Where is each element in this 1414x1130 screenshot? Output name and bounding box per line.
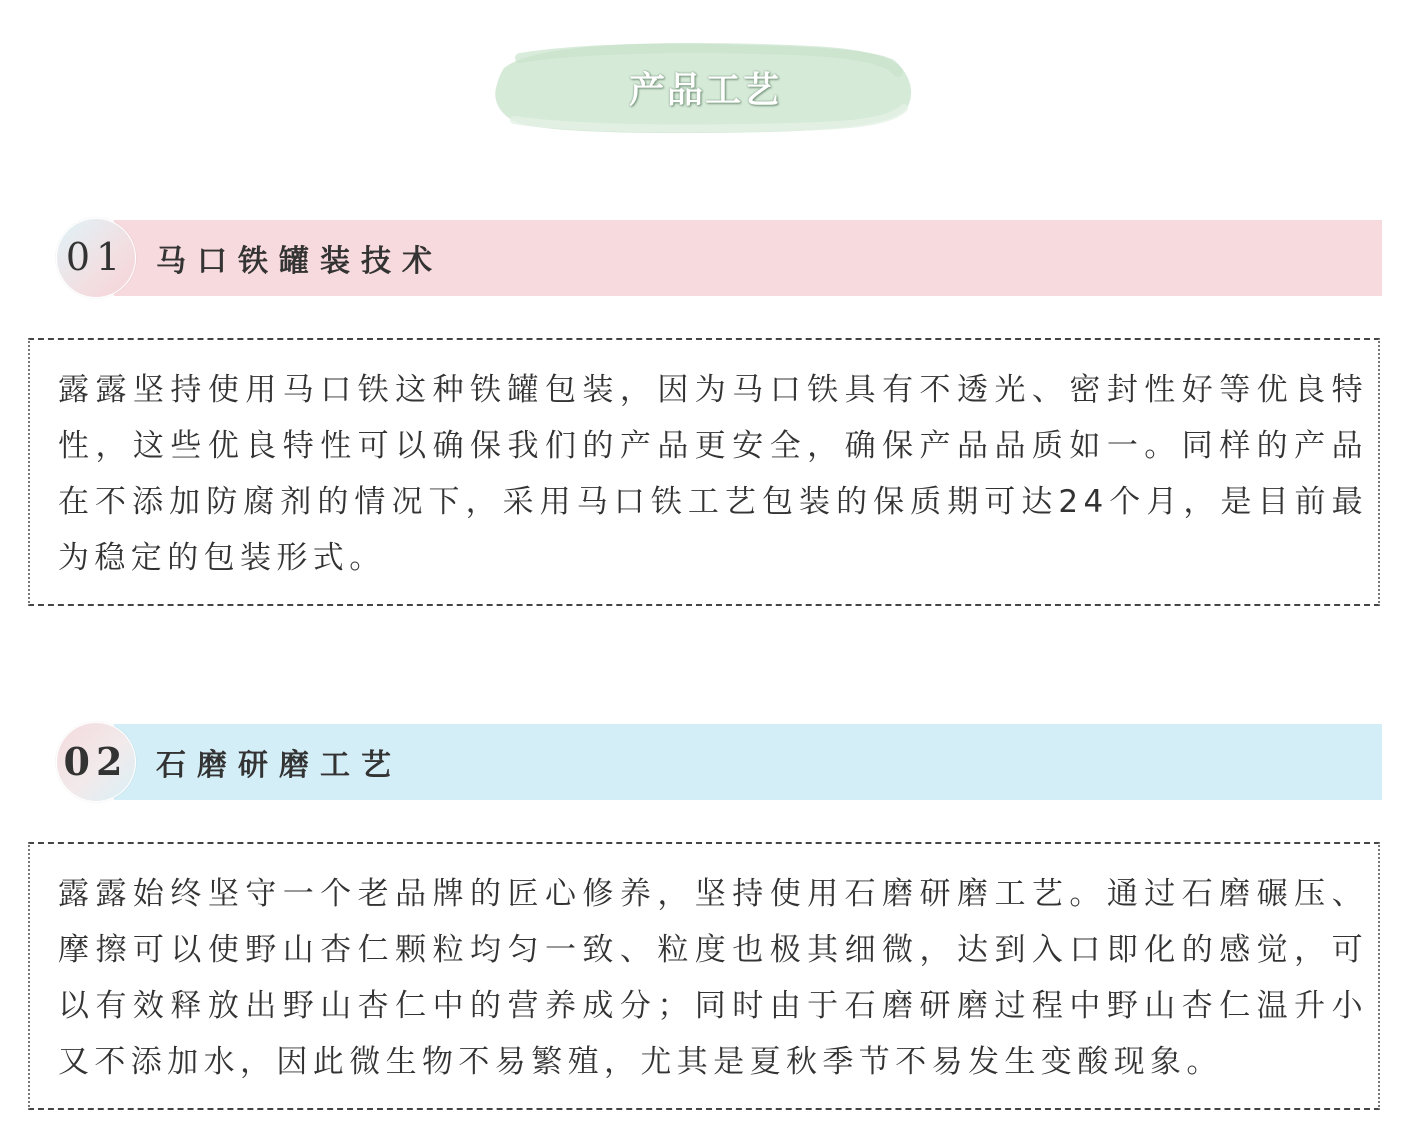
section-title: 石磨研磨工艺: [156, 748, 402, 783]
section-header-tin-can: [56, 218, 1382, 298]
section-number: 01: [65, 235, 127, 279]
number-badge: [56, 218, 136, 298]
section-body-text: 露露始终坚守一个老品牌的匠心修养，坚持使用石磨研磨工艺。通过石磨碾压、摩擦可以使野山杏仁颗粒均匀一致、粒度也极其细微，达到入口即化的感觉，可以有效释放出野山杏仁中的营养成分；同时由于石磨研磨过程中野山杏仁温升小又不添加水，因此微生物不易繁殖，尤其是夏秋季节不易发生变酸现象。: [58, 876, 1368, 1080]
number-badge: [56, 722, 136, 802]
section-header-stone-grinding: [56, 722, 1382, 802]
section-number: 02: [63, 739, 129, 784]
title-banner: [490, 38, 920, 138]
section-body-text: 露露坚持使用马口铁这种铁罐包装，因为马口铁具有不透光、密封性好等优良特性，这些优良特性可以确保我们的产品更安全，确保产品品质如一。同样的产品在不添加防腐剂的情况下，采用马口铁工艺包装的保质期可达24个月，是目前最为稳定的包装形式。: [58, 372, 1368, 576]
page-title: 产品工艺: [628, 70, 781, 111]
section-body-box: [28, 338, 1380, 606]
section-title: 马口铁罐装技术: [156, 244, 443, 279]
section-body-box: [28, 842, 1380, 1110]
